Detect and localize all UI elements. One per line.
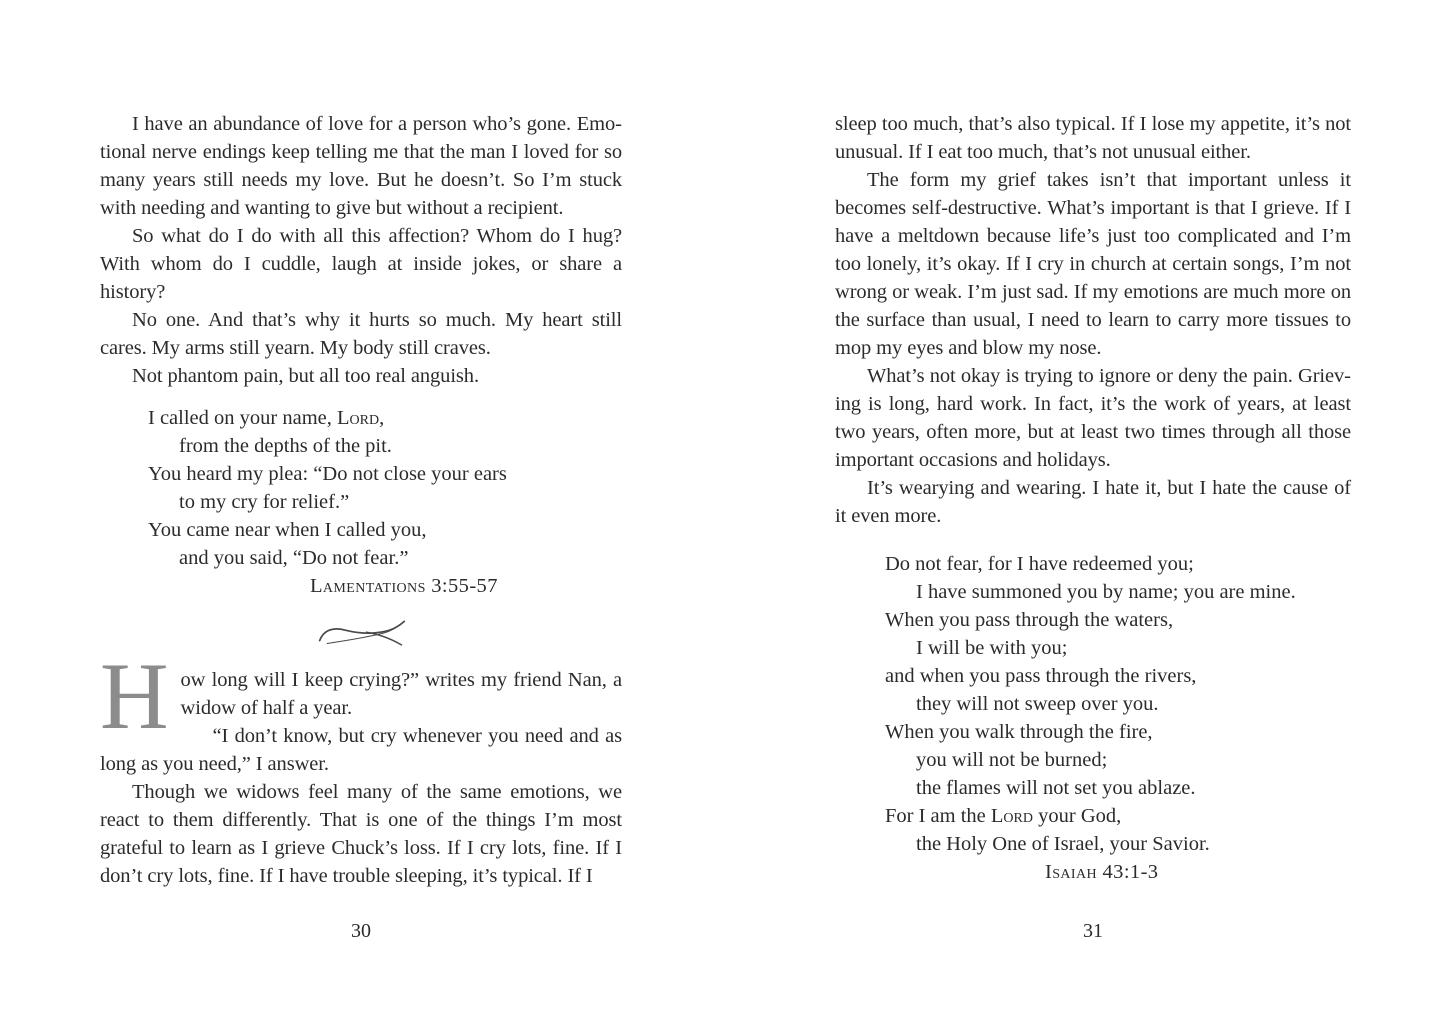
quote-line (885, 802, 1351, 830)
quote-line (885, 774, 1351, 802)
quote-line (148, 516, 622, 544)
scripture-reference: Isaiah 43:1-3 (1045, 861, 1159, 883)
quote-text: from the depths of the pit. (179, 435, 392, 457)
flourish-icon (314, 618, 408, 652)
quote-text: I have summoned you by name; you are mine. (916, 581, 1296, 603)
page-number-left: 30 (351, 920, 371, 942)
quote-line (885, 578, 1351, 606)
quote-line (885, 662, 1351, 690)
quote-text: and when you pass through the rivers, (885, 665, 1197, 687)
paragraph: The form my grief takes isn’t that important unless it becomes self-destructive. What’s important is that I grieve. If I have a meltdown because life’s just too complicated and I’m too lonely, it’s okay. If I cry in church at certain songs, I’m not wrong or weak. I’m just sad. If my emotions are much more on the surface than usual, I need to learn to carry more tissues to mop my eyes and blow my nose. (835, 169, 1351, 359)
paragraph: sleep too much, that’s also typical. If I lose my appetite, it’s not unusual. If I eat too much, that’s not unusual either. (835, 113, 1351, 163)
quote-line (148, 432, 622, 460)
quote-text: your God, (1033, 805, 1122, 827)
page-right-body (835, 0, 1351, 886)
quote-line (885, 634, 1351, 662)
quote-text: you will not be burned; (916, 749, 1108, 771)
quote-text: Do not fear, for I have redeemed you; (885, 553, 1194, 575)
page-left (100, 0, 622, 1015)
quote-text: to my cry for relief.” (179, 491, 350, 513)
page-number-right: 31 (1083, 920, 1103, 942)
quote-line (148, 488, 622, 516)
quote-line (885, 606, 1351, 634)
scripture-reference: Lamentations 3:55-57 (310, 575, 498, 597)
section-divider (100, 618, 622, 654)
quote-text: I will be with you; (916, 637, 1068, 659)
paragraph: “I don’t know, but cry whenever you need and as long as you need,” I answer. (100, 725, 622, 775)
quote-line (885, 690, 1351, 718)
quote-text: You heard my plea: “Do not close your ears (148, 463, 507, 485)
quote-text: they will not sweep over you. (916, 693, 1159, 715)
quote-text: For I am the (885, 805, 991, 827)
paragraph-dropcap (100, 643, 622, 749)
scripture-quote-isaiah (885, 550, 1351, 886)
page-left-body (100, 0, 622, 890)
quote-text: I called on your name, (148, 407, 337, 429)
quote-line (885, 830, 1351, 858)
paragraph-text: ow long will I keep crying?” writes my friend Nan, a widow of half a year. (180, 669, 622, 719)
small-caps-lord: Lord (336, 407, 380, 429)
drop-cap: H (100, 643, 169, 749)
quote-text: When you walk through the fire, (885, 721, 1153, 743)
paragraph: What’s not okay is trying to ignore or deny the pain. Grieving is long, hard work. In fact, it’s the work of years, at least two years, often more, but at least two times through all those important occasions and holidays. (835, 365, 1351, 471)
quote-line (148, 544, 622, 572)
quote-line (885, 550, 1351, 578)
quote-text: and you said, “Do not fear.” (179, 547, 409, 569)
quote-line (148, 460, 622, 488)
page-right (835, 0, 1351, 1015)
paragraph: Though we widows feel many of the same emotions, we react to them differently. That is one of the things I’m most grateful to learn as I grieve Chuck’s loss. If I cry lots, fine. If I don’t cry lots, fine. If I have trouble sleeping, it’s typical. If I (100, 781, 622, 887)
paragraph: I have an abundance of love for a person who’s gone. Emotional nerve endings keep telling me that the man I loved for so many years still needs my love. But he doesn’t. So I’m stuck with needing and wanting to give but without a recipient. (100, 113, 622, 219)
paragraph: So what do I do with all this affection? Whom do I hug? With whom do I cuddle, laugh at inside jokes, or share a history? (100, 225, 622, 303)
small-caps-lord: Lord (990, 805, 1033, 827)
paragraph: No one. And that’s why it hurts so much. My heart still cares. My arms still yearn. My body still craves. (100, 309, 622, 359)
quote-text: the Holy One of Israel, your Savior. (916, 833, 1210, 855)
quote-line (885, 746, 1351, 774)
quote-text: , (379, 407, 385, 429)
quote-text: When you pass through the waters, (885, 609, 1174, 631)
paragraph: Not phantom pain, but all too real anguish. (132, 365, 479, 387)
quote-text: the flames will not set you ablaze. (916, 777, 1196, 799)
paragraph: It’s wearying and wearing. I hate it, but I hate the cause of it even more. (835, 477, 1351, 527)
quote-text: You came near when I called you, (148, 519, 427, 541)
quote-line (148, 404, 622, 432)
scripture-quote-lamentations (148, 404, 622, 600)
quote-line (885, 718, 1351, 746)
